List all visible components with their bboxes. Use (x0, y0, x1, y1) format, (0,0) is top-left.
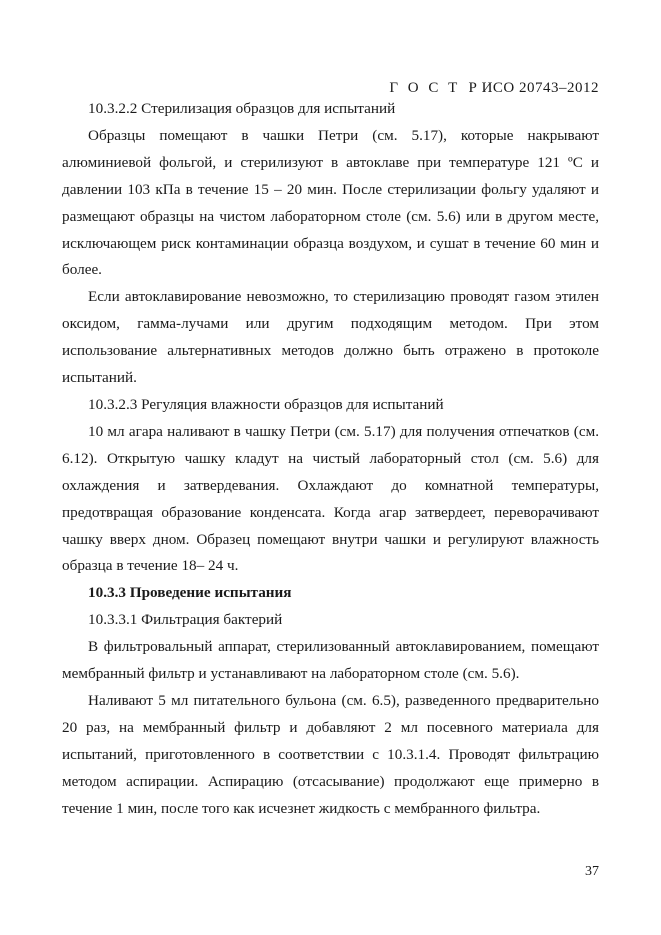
paragraph-humidity: 10 мл агара наливают в чашку Петри (см. 5.17) для получения отпечатков (см. 6.12). Открытую чашку кладут на чистый лабораторный стол (см. 5.6) для охлаждения и затвердевания. Охлаждают до комнатной температуры, предотвращая образование конденсата. Когда агар затвердеет, переворачивают чашку вверх дном. Образец помещают внутри чашки и регулируют влажность образца в течение 18– 24 ч. (62, 422, 599, 575)
paragraph-alternative-methods: Если автоклавирование невозможно, то стерилизацию проводят газом этилен оксидом, гамма-лучами или другим подходящим методом. При этом использование альтернативных методов должно быть отражено в протоколе испытаний. (62, 288, 599, 387)
page-number: 37 (585, 864, 599, 879)
section-heading-10-3-2-2: 10.3.2.2 Стерилизация образцов для испытаний (88, 100, 396, 117)
section-heading-10-3-3-1: 10.3.3.1 Фильтрация бактерий (88, 611, 283, 629)
paragraph-filter-setup: В фильтровальный аппарат, стерилизованный автоклавированием, помещают мембранный фильтр и устанавливают на лабораторном столе (см. 5.6). (62, 638, 599, 683)
section-heading-10-3-2-3: 10.3.2.3 Регуляция влажности образцов для испытаний (88, 395, 444, 413)
header-standard: Г О С Т (389, 80, 461, 96)
header-code: Р ИСО 20743–2012 (468, 80, 599, 96)
paragraph-filtration: Наливают 5 мл питательного бульона (см. 6.5), разведенного предварительно 20 раз, на мембранный фильтр и добавляют 2 мл посевного материала для испытаний, приготовленного в соответствии с 10.3.1.4. Проводят фильтрацию методом аспирации. Аспирацию (отсасывание) продолжают еще примерно в течение 1 мин, после того как исчезнет жидкость с мембранного фильтра. (62, 691, 599, 817)
document-body (62, 96, 599, 822)
paragraph-sterilization: Образцы помещают в чашки Петри (см. 5.17), которые накрывают алюминиевой фольгой, и стерилизуют в автоклаве при температуре 121 ºC и давлении 103 кПа в течение 15 – 20 мин. После стерилизации фольгу удаляют и размещают образцы на чистом лабораторном столе (см. 5.6) или в другом месте, исключающем риск контаминации образца воздухом, и сушат в течение 60 мин и более. (62, 126, 599, 279)
page-header (389, 80, 599, 97)
section-heading-10-3-3: 10.3.3 Проведение испытания (88, 584, 292, 602)
